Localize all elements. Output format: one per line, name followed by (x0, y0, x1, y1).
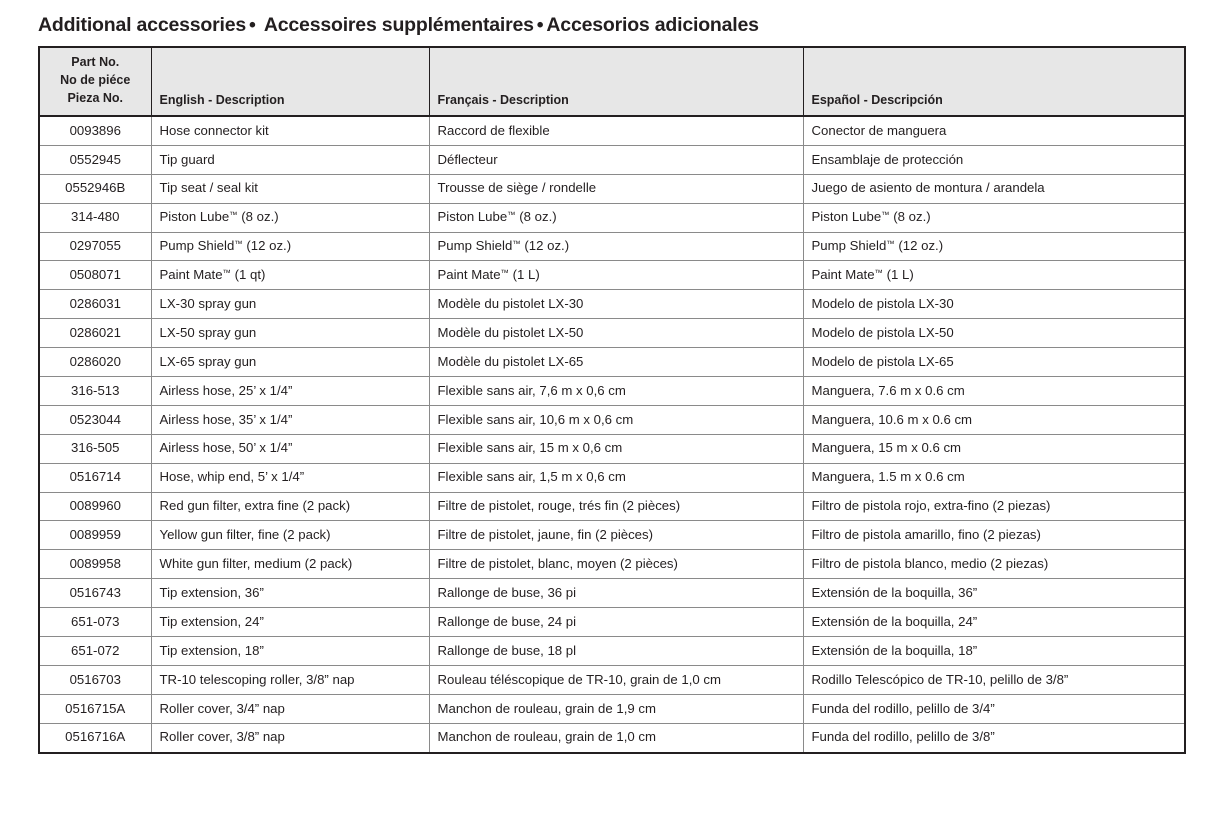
cell-description-es: Juego de asiento de montura / arandela (803, 174, 1185, 203)
cell-description-fr: Pump Shield™ (12 oz.) (429, 232, 803, 261)
table-row (39, 261, 1185, 290)
table-row (39, 694, 1185, 723)
cell-description-es: Pump Shield™ (12 oz.) (803, 232, 1185, 261)
table-row (39, 492, 1185, 521)
cell-description-es: Funda del rodillo, pelillo de 3/8” (811, 729, 995, 745)
table-row (39, 319, 1185, 348)
table-row (39, 579, 1185, 608)
cell-part-no: 0089958 (39, 550, 151, 579)
cell-description-en: White gun filter, medium (2 pack) (151, 550, 429, 579)
table-row (39, 116, 1185, 145)
cell-part-no: 314-480 (39, 203, 151, 232)
cell-description-fr: Trousse de siège / rondelle (429, 174, 803, 203)
cell-description-es: Manguera, 10.6 m x 0.6 cm (803, 405, 1185, 434)
cell-description-fr: Rallonge de buse, 18 pl (429, 637, 803, 666)
page-title-english: Additional accessories (38, 14, 247, 36)
cell-description-fr: Modèle du pistolet LX-65 (429, 348, 803, 377)
cell-description-es: Extensión de la boquilla, 24” (803, 608, 1185, 637)
table-row (39, 434, 1185, 463)
table-row (39, 723, 1185, 752)
page-title (38, 14, 759, 37)
cell-description-fr: Filtre de pistolet, blanc, moyen (2 pièces) (429, 550, 803, 579)
table-row (39, 203, 1185, 232)
table-header (39, 47, 1185, 116)
table-row (39, 405, 1185, 434)
cell-description-es: Manguera, 1.5 m x 0.6 cm (803, 463, 1185, 492)
cell-description-fr: Flexible sans air, 1,5 m x 0,6 cm (429, 463, 803, 492)
table-row (39, 145, 1185, 174)
cell-part-no: 0516743 (39, 579, 151, 608)
cell-description-fr: Raccord de flexible (429, 116, 803, 145)
cell-description-fr: Modèle du pistolet LX-30 (429, 290, 803, 319)
cell-description-fr: Rouleau téléscopique de TR-10, grain de 1,0 cm (429, 665, 803, 694)
table-row (39, 348, 1185, 377)
cell-description-es: Extensión de la boquilla, 18” (803, 637, 1185, 666)
cell-description-fr: Flexible sans air, 15 m x 0,6 cm (429, 434, 803, 463)
table-header-row (39, 47, 1185, 116)
cell-part-no: 0516703 (39, 665, 151, 694)
cell-description-en: Tip seat / seal kit (151, 174, 429, 203)
cell-part-no: 0552945 (39, 145, 151, 174)
cell-description-es: Modelo de pistola LX-65 (803, 348, 1185, 377)
cell-description-en: Piston Lube™ (8 oz.) (151, 203, 429, 232)
cell-description-fr: Paint Mate™ (1 L) (429, 261, 803, 290)
cell-description-en: Paint Mate™ (1 qt) (151, 261, 429, 290)
cell-description-es: Modelo de pistola LX-30 (803, 290, 1185, 319)
table-row (39, 637, 1185, 666)
cell-description-en: Hose connector kit (151, 116, 429, 145)
cell-part-no: 0089960 (39, 492, 151, 521)
cell-part-no: 316-513 (39, 377, 151, 406)
cell-description-es: Manguera, 15 m x 0.6 cm (803, 434, 1185, 463)
cell-description-en: Roller cover, 3/8” nap (151, 723, 429, 752)
cell-description-en: Red gun filter, extra fine (2 pack) (151, 492, 429, 521)
cell-description-en: Roller cover, 3/4” nap (151, 694, 429, 723)
cell-part-no: 651-073 (39, 608, 151, 637)
cell-description-en: Airless hose, 25’ x 1/4” (151, 377, 429, 406)
cell-description-en: Tip guard (151, 145, 429, 174)
cell-description-fr: Modèle du pistolet LX-50 (429, 319, 803, 348)
table-row (39, 174, 1185, 203)
page-title-spanish: Accesorios adicionales (546, 14, 759, 36)
cell-part-no: 0516715A (39, 694, 151, 723)
column-header-part-no-line1: Part No. (71, 55, 120, 70)
column-header-english: English - Description (151, 47, 429, 116)
cell-description-es: Filtro de pistola rojo, extra-fino (2 piezas) (803, 492, 1185, 521)
accessories-table-container (38, 46, 1184, 754)
cell-description-es: Filtro de pistola amarillo, fino (2 piezas) (803, 521, 1185, 550)
cell-description-fr: Filtre de pistolet, rouge, trés fin (2 pièces) (429, 492, 803, 521)
cell-description-es: Conector de manguera (803, 116, 1185, 145)
table-row (39, 521, 1185, 550)
cell-part-no: 0286021 (39, 319, 151, 348)
cell-description-en: TR-10 telescoping roller, 3/8” nap (151, 665, 429, 694)
table-row (39, 550, 1185, 579)
cell-part-no: 651-072 (39, 637, 151, 666)
cell-description-en: Airless hose, 35’ x 1/4” (151, 405, 429, 434)
cell-description-en: Pump Shield™ (12 oz.) (151, 232, 429, 261)
cell-description-fr: Déflecteur (429, 145, 803, 174)
cell-part-no: 0552946B (39, 174, 151, 203)
cell-description-fr: Flexible sans air, 10,6 m x 0,6 cm (429, 405, 803, 434)
cell-part-no: 0286020 (39, 348, 151, 377)
cell-description-fr: Manchon de rouleau, grain de 1,0 cm (429, 723, 803, 752)
cell-description-es: Modelo de pistola LX-50 (803, 319, 1185, 348)
table-row (39, 463, 1185, 492)
cell-description-es: Paint Mate™ (1 L) (803, 261, 1185, 290)
cell-description-es: Filtro de pistola blanco, medio (2 piezas) (803, 550, 1185, 579)
cell-description-es: Piston Lube™ (8 oz.) (803, 203, 1185, 232)
cell-part-no: 316-505 (39, 434, 151, 463)
cell-description-es: Ensamblaje de protección (803, 145, 1185, 174)
cell-description-en: Hose, whip end, 5’ x 1/4” (151, 463, 429, 492)
accessories-table (38, 46, 1186, 754)
cell-description-en: Tip extension, 18” (151, 637, 429, 666)
cell-part-no: 0297055 (39, 232, 151, 261)
cell-part-no: 0508071 (39, 261, 151, 290)
cell-description-en: LX-65 spray gun (151, 348, 429, 377)
cell-description-en: LX-50 spray gun (151, 319, 429, 348)
table-row (39, 608, 1185, 637)
cell-part-no: 0523044 (39, 405, 151, 434)
cell-description-fr: Filtre de pistolet, jaune, fin (2 pièces) (429, 521, 803, 550)
cell-description-es: Rodillo Telescópico de TR-10, pelillo de 3/8” (803, 665, 1185, 694)
cell-description-en: Tip extension, 36” (151, 579, 429, 608)
cell-description-fr: Piston Lube™ (8 oz.) (429, 203, 803, 232)
cell-description-en: Airless hose, 50’ x 1/4” (151, 434, 429, 463)
table-row (39, 290, 1185, 319)
table-row (39, 377, 1185, 406)
cell-part-no: 0089959 (39, 521, 151, 550)
column-header-part-no (39, 47, 151, 116)
title-separator-1: • (249, 14, 256, 36)
cell-description-fr: Manchon de rouleau, grain de 1,9 cm (429, 694, 803, 723)
cell-description-en: Tip extension, 24” (151, 608, 429, 637)
cell-part-no: 0516716A (39, 723, 151, 752)
cell-description-fr: Rallonge de buse, 36 pi (429, 579, 803, 608)
cell-part-no: 0286031 (39, 290, 151, 319)
cell-description-es: Funda del rodillo, pelillo de 3/4” (803, 694, 1185, 723)
column-header-part-no-line2: No de piéce (60, 73, 131, 88)
cell-description-es: Manguera, 7.6 m x 0.6 cm (803, 377, 1185, 406)
cell-description-fr: Flexible sans air, 7,6 m x 0,6 cm (429, 377, 803, 406)
cell-description-en: LX-30 spray gun (151, 290, 429, 319)
cell-description-fr: Rallonge de buse, 24 pi (429, 608, 803, 637)
column-header-part-no-line3: Pieza No. (67, 90, 124, 105)
table-body (39, 116, 1185, 753)
column-header-spanish: Español - Descripción (803, 47, 1185, 116)
table-row (39, 665, 1185, 694)
column-header-french: Français - Description (429, 47, 803, 116)
page-title-french: Accessoires supplémentaires (263, 14, 534, 36)
cell-description-es: Extensión de la boquilla, 36” (803, 579, 1185, 608)
cell-part-no: 0093896 (39, 116, 151, 145)
title-separator-2: • (536, 14, 544, 36)
table-row (39, 232, 1185, 261)
cell-description-en: Yellow gun filter, fine (2 pack) (151, 521, 429, 550)
cell-part-no: 0516714 (39, 463, 151, 492)
